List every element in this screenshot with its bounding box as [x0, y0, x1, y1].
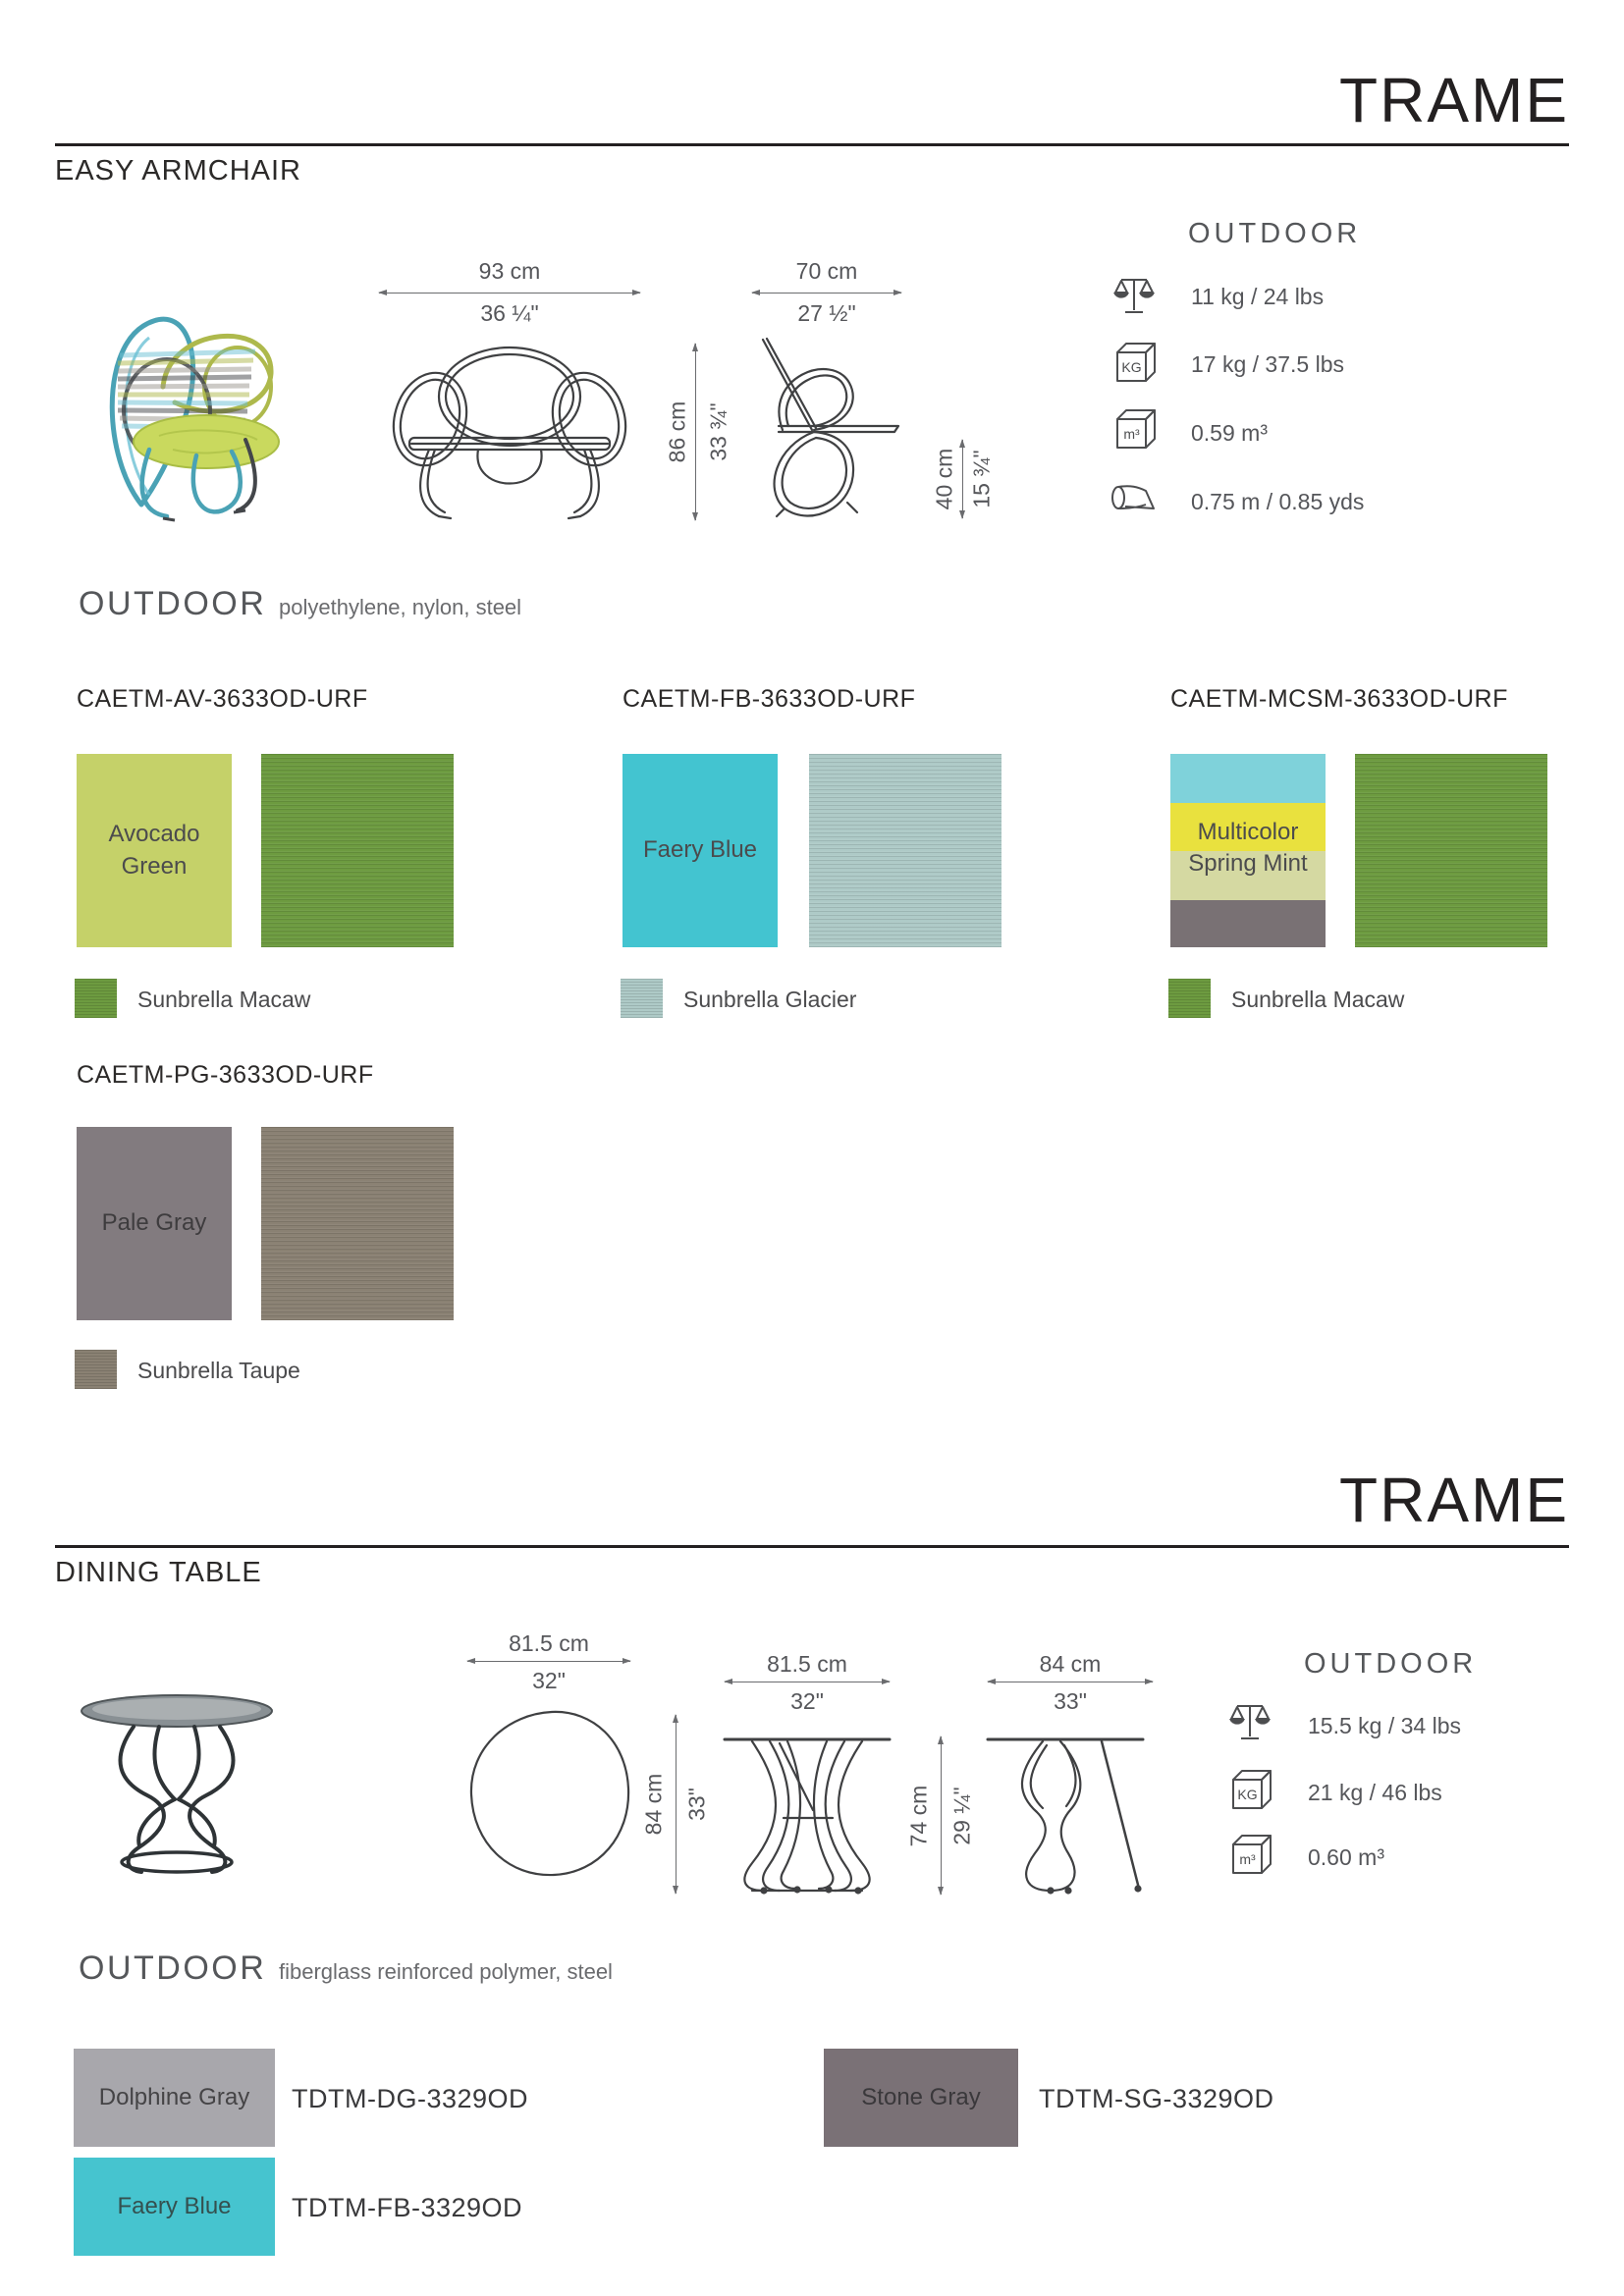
table-front-drawing: [723, 1734, 892, 1896]
color-name: Faery Blue: [642, 836, 758, 864]
materials-heading: OUTDOOR: [79, 1949, 267, 1987]
dim-table-side-width-in: 33": [1054, 1688, 1087, 1714]
fabric-name: Sunbrella Taupe: [137, 1358, 300, 1383]
fabric-roll-icon: [1109, 477, 1160, 518]
color-name: Stone Gray: [861, 2083, 981, 2110]
fabric-chip: [621, 979, 663, 1018]
color-name: Multicolor Spring Mint: [1188, 819, 1308, 878]
dim-top-depth-cm: 84 cm: [640, 1773, 667, 1836]
fabric-swatch: [261, 1127, 454, 1320]
spec-volume: 0.59 m³: [1191, 420, 1268, 446]
stripe-turquoise: [1170, 754, 1326, 803]
section-divider: [55, 143, 1569, 146]
dim-table-front-width-in: 32": [790, 1688, 824, 1714]
color-swatch: [77, 754, 232, 947]
dim-front-width-cm: 93 cm: [478, 258, 541, 284]
dim-seat-height-in: 15 ¾": [968, 450, 995, 508]
spec-volume: 0.60 m³: [1308, 1844, 1384, 1870]
color-swatch: [824, 2049, 1018, 2147]
fabric-swatch: [261, 754, 454, 947]
dim-top-width-in: 32": [532, 1668, 566, 1693]
color-name: Faery Blue: [117, 2192, 232, 2219]
scale-icon: [1110, 273, 1158, 318]
color-swatch: [74, 2049, 275, 2147]
spec-weight: 11 kg / 24 lbs: [1191, 284, 1325, 309]
materials-list: fiberglass reinforced polymer, steel: [279, 1959, 613, 1984]
armchair-photo: [90, 293, 287, 528]
page-title: DINING TABLE: [55, 1557, 262, 1588]
dim-side-width-cm: 70 cm: [795, 258, 858, 284]
kg-box-icon: [1112, 338, 1160, 389]
dim-table-height-in: 29 ¼": [948, 1787, 975, 1845]
fabric-chip: [75, 1350, 117, 1389]
volume-icon: [1112, 404, 1160, 455]
color-name: Avocado Green: [108, 821, 200, 880]
kg-box-icon: [1228, 1765, 1275, 1816]
dim-height-cm: 86 cm: [664, 400, 690, 463]
svg-text:KG: KG: [1237, 1787, 1258, 1802]
colorway-code: CAETM-MCSM-3633OD-URF: [1170, 685, 1508, 713]
svg-text:m³: m³: [1123, 426, 1140, 442]
fabric-name: Sunbrella Macaw: [1231, 987, 1405, 1012]
fabric-chip: [75, 979, 117, 1018]
dim-seat-height-cm: 40 cm: [931, 448, 957, 510]
dim-side-width-in: 27 ½": [797, 300, 856, 326]
fabric-swatch: [1355, 754, 1547, 947]
color-swatch: [74, 2158, 275, 2256]
armchair-front-drawing: [376, 336, 643, 522]
dim-seat-height-arrow: [962, 440, 963, 518]
dim-top-depth-arrow: [676, 1715, 677, 1894]
table-top-view-drawing: [465, 1706, 634, 1881]
dim-height-in: 33 ¾": [705, 402, 731, 461]
dim-top-width-cm: 81.5 cm: [509, 1630, 589, 1656]
dim-top-width-arrow: [467, 1661, 630, 1662]
dim-table-front-width-cm: 81.5 cm: [767, 1651, 847, 1677]
fabric-name: Sunbrella Macaw: [137, 987, 311, 1012]
brand-logo: TRAME: [1339, 1465, 1569, 1535]
color-swatch: [77, 1127, 232, 1320]
outdoor-specs-heading: OUTDOOR: [1304, 1648, 1478, 1680]
dim-table-height-arrow: [941, 1736, 942, 1895]
product-code: TDTM-DG-3329OD: [292, 2084, 529, 2113]
svg-text:m³: m³: [1239, 1851, 1256, 1867]
fabric-swatch: [809, 754, 1001, 947]
table-side-drawing: [986, 1734, 1155, 1896]
fabric-name: Sunbrella Glacier: [683, 987, 857, 1012]
dim-table-height-cm: 74 cm: [905, 1785, 932, 1847]
color-swatch-multicolor: [1170, 754, 1326, 947]
dim-table-side-width-cm: 84 cm: [1039, 1651, 1102, 1677]
dim-height-arrow: [695, 344, 696, 520]
section-divider: [55, 1545, 1569, 1548]
color-swatch: [623, 754, 778, 947]
brand-logo: TRAME: [1339, 65, 1569, 135]
spec-packed-weight: 21 kg / 46 lbs: [1308, 1780, 1442, 1805]
armchair-side-drawing: [749, 336, 904, 522]
colorway-code: CAETM-FB-3633OD-URF: [623, 685, 916, 713]
dining-table-photo: [77, 1683, 278, 1880]
spec-weight: 15.5 kg / 34 lbs: [1308, 1713, 1461, 1738]
fabric-chip: [1168, 979, 1211, 1018]
color-name: Pale Gray: [101, 1209, 207, 1237]
dim-side-width-arrow: [752, 293, 901, 294]
spec-packed-weight: 17 kg / 37.5 lbs: [1191, 351, 1344, 377]
product-code: TDTM-FB-3329OD: [292, 2193, 523, 2222]
svg-text:KG: KG: [1121, 359, 1142, 375]
materials-list: polyethylene, nylon, steel: [279, 595, 522, 619]
dim-front-width-arrow: [379, 293, 640, 294]
dim-front-width-in: 36 ¼": [480, 300, 539, 326]
page-title: EASY ARMCHAIR: [55, 155, 301, 187]
colorway-code: CAETM-AV-3633OD-URF: [77, 685, 368, 713]
scale-icon: [1226, 1699, 1273, 1744]
product-code: TDTM-SG-3329OD: [1039, 2084, 1274, 2113]
stripe-gray: [1170, 900, 1326, 947]
colorway-code: CAETM-PG-3633OD-URF: [77, 1061, 374, 1089]
outdoor-specs-heading: OUTDOOR: [1188, 218, 1362, 249]
materials-heading: OUTDOOR: [79, 585, 267, 622]
color-name: Dolphine Gray: [98, 2083, 250, 2110]
dim-top-depth-in: 33": [683, 1788, 710, 1821]
spec-fabric-length: 0.75 m / 0.85 yds: [1191, 489, 1365, 514]
volume-icon: [1228, 1830, 1275, 1881]
